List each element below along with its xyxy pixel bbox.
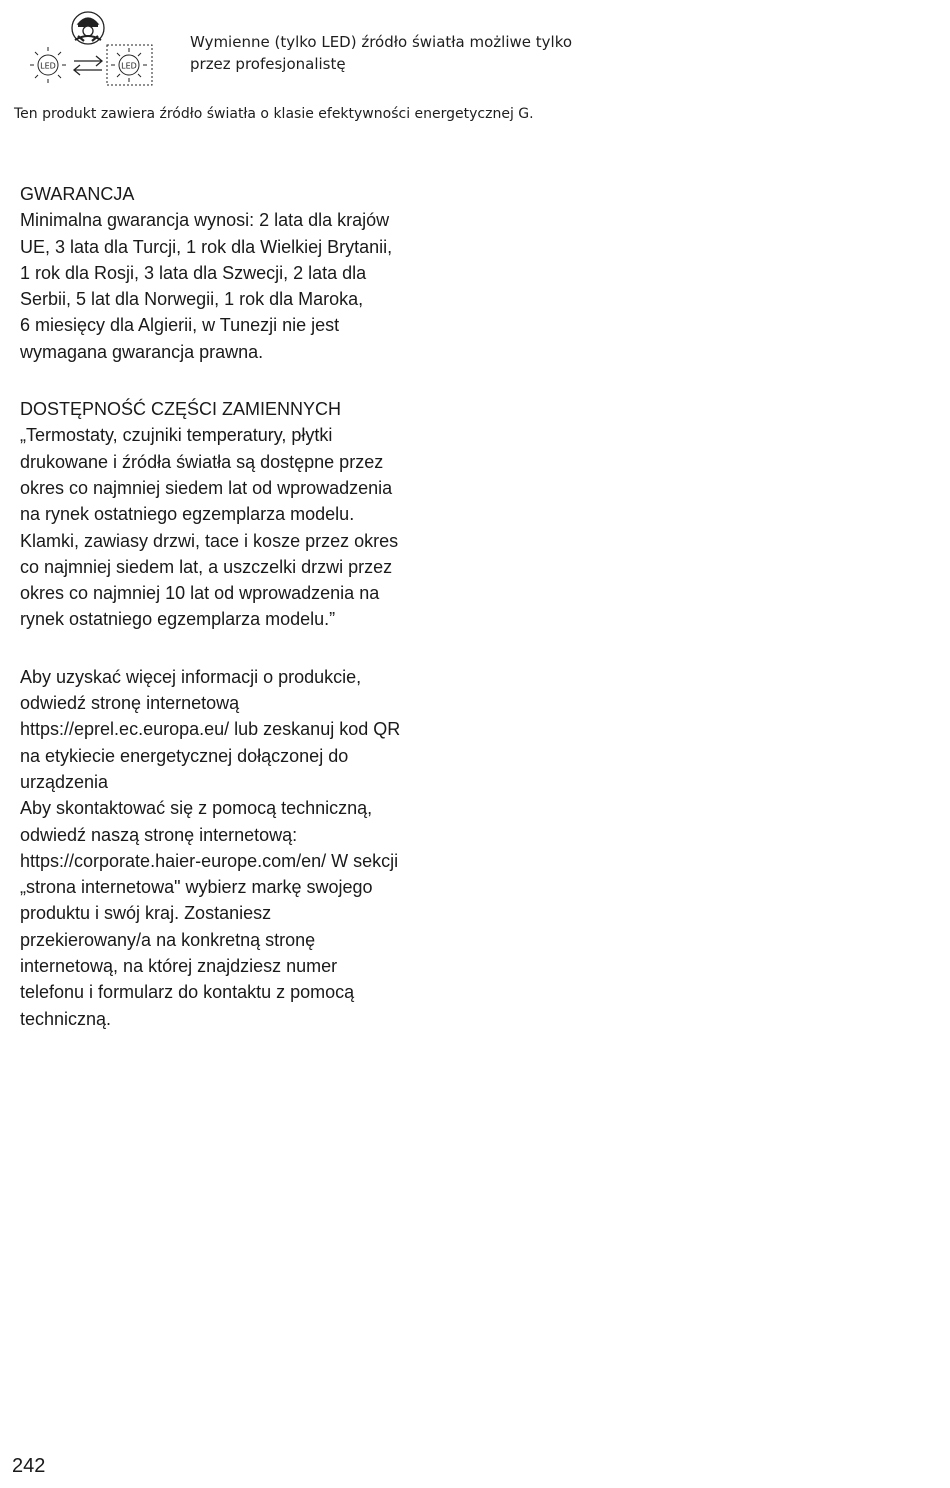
more-info-section: [20, 664, 450, 1032]
led-replaceable-professional-icon: [26, 10, 156, 90]
text-line: Klamki, zawiasy drzwi, tace i kosze przez okres: [20, 530, 399, 551]
text-line: wymagana gwarancja prawna.: [20, 341, 264, 362]
text-line: Aby skontaktować się z pomocą techniczną,: [20, 798, 373, 819]
text-line: Serbii, 5 lat dla Norwegii, 1 rok dla Maroka,: [20, 289, 364, 310]
text-line: odwiedź naszą stronę internetową:: [20, 824, 298, 845]
led-right-label: LED: [121, 61, 137, 71]
exchange-arrows-icon: [74, 56, 102, 75]
text-line: na etykiecie energetycznej dołączonej do: [20, 745, 349, 766]
energy-class-note: Ten produkt zawiera źródło światła o klasie efektywności energetycznej G.: [14, 106, 534, 122]
text-line: 1 rok dla Rosji, 3 lata dla Szwecji, 2 lata dla: [20, 262, 367, 283]
text-line: UE, 3 lata dla Turcji, 1 rok dla Wielkiej Brytanii,: [20, 236, 393, 257]
text-line: telefonu i formularz do kontaktu z pomocą: [20, 982, 355, 1003]
led-replacement-caption: [190, 31, 620, 75]
text-line: Minimalna gwarancja wynosi: 2 lata dla krajów: [20, 210, 390, 231]
text-line: co najmniej siedem lat, a uszczelki drzwi przez: [20, 556, 393, 577]
led-bulb-right-icon: [107, 45, 152, 85]
text-line: rynek ostatniego egzemplarza modelu.”: [20, 609, 336, 630]
text-line: internetową, na której znajdziesz numer: [20, 956, 338, 977]
text-line: 6 miesięcy dla Algierii, w Tunezji nie jest: [20, 315, 340, 336]
text-line: odwiedź stronę internetową: [20, 693, 240, 714]
page-number: 242: [12, 1455, 46, 1477]
text-line: „Termostaty, czujniki temperatury, płytki: [20, 425, 333, 446]
led-caption-line: przez profesjonalistę: [190, 55, 346, 73]
text-line: produktu i swój kraj. Zostaniesz: [20, 903, 272, 924]
haier-link-line: https://corporate.haier-europe.com/en/ W sekcji: [20, 850, 399, 871]
led-caption-line: Wymienne (tylko LED) źródło światła możliwe tylko: [190, 33, 573, 51]
warranty-heading: GWARANCJA: [20, 184, 135, 204]
text-line: drukowane i źródła światła są dostępne przez: [20, 451, 384, 472]
eprel-link-line: https://eprel.ec.europa.eu/ lub zeskanuj kod QR: [20, 719, 401, 740]
text-line: na rynek ostatniego egzemplarza modelu.: [20, 504, 355, 525]
spare-parts-section: [20, 396, 450, 633]
text-line: okres co najmniej 10 lat od wprowadzenia na: [20, 583, 380, 604]
technician-icon: [72, 12, 104, 44]
text-line: przekierowany/a na konkretną stronę: [20, 929, 316, 950]
text-line: „strona internetowa" wybierz markę swojego: [20, 877, 373, 898]
warranty-section: [20, 181, 450, 365]
text-line: Aby uzyskać więcej informacji o produkcie,: [20, 666, 362, 687]
text-line: urządzenia: [20, 771, 109, 792]
text-line: techniczną.: [20, 1008, 112, 1029]
led-left-label: LED: [40, 61, 56, 71]
document-body: [20, 181, 450, 1032]
spare-parts-heading: DOSTĘPNOŚĆ CZĘŚCI ZAMIENNYCH: [20, 399, 342, 420]
led-bulb-left-icon: [30, 47, 66, 83]
text-line: okres co najmniej siedem lat od wprowadzenia: [20, 477, 393, 498]
